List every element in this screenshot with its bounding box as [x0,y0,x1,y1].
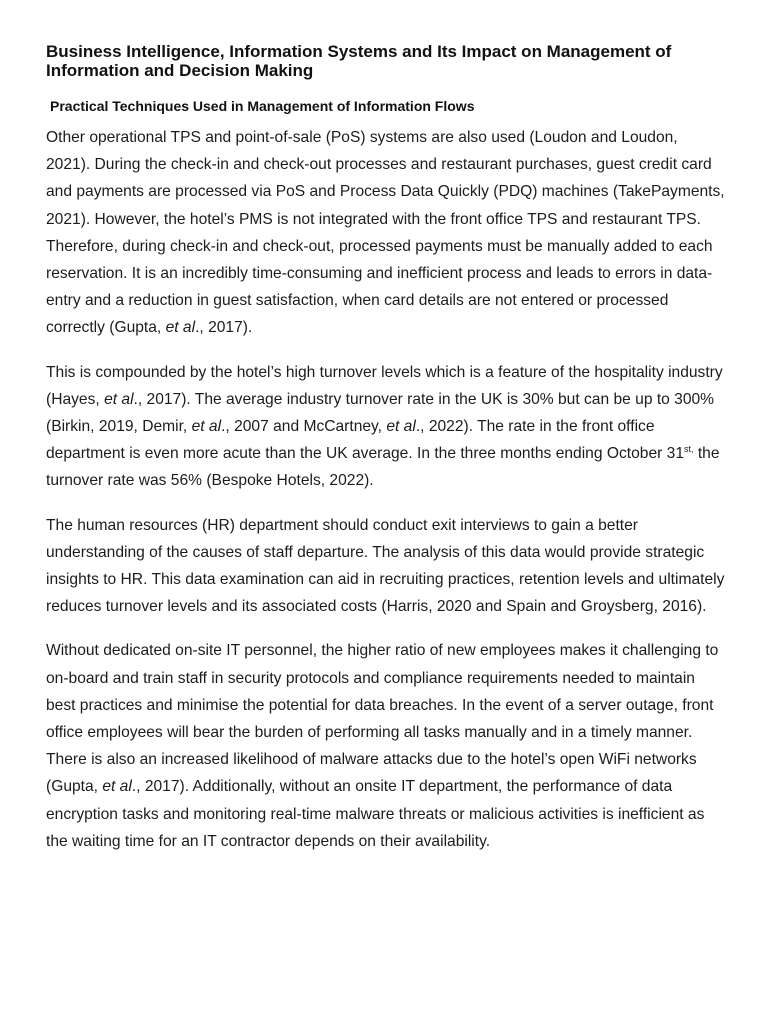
citation-et-al: et al [104,390,134,408]
citation-et-al: et al [386,418,416,436]
text-run: ., 2007 and McCartney, [221,418,387,436]
citation-et-al: et al [102,778,132,796]
text-run: ., 2017). [195,319,253,337]
text-run: Without dedicated on-site IT personnel, the higher ratio of new employees makes it challenging to on-board and train staff in security protocols and compliance requirements needed to maintain best practices and minimise the potential for data breaches. In the event of a server outage, front office employees will bear the burden of performing all tasks manually and in a timely manner. There is also an increased likelihood of malware attacks due to the hotel’s open WiFi networks (Gupta, [46,642,719,796]
text-run: Other operational TPS and point-of-sale (PoS) systems are also used (Loudon and Loudon, 2021). During the check-in and check-out processes and restaurant purchases, guest credit card and payments are processed via PoS and Process Data Quickly (PDQ) machines (TakePayments, 2021). However, the hotel’s PMS is not integrated with the front office TPS and restaurant TPS. Therefore, during check-in and check-out, processed payments must be manually added to each reservation. It is an incredibly time-consuming and inefficient process and leads to errors in data-entry and a reduction in guest satisfaction, when card details are not entered or processed correctly (Gupta, [46,129,725,337]
text-run: ., 2017). The average industry turnover rate in the UK is 30% but can be up to 300% (Birkin, 2019, Demir, [46,390,715,436]
text-run: the turnover rate was 56% (Bespoke Hotels, 2022). [46,445,720,490]
text-run: The human resources (HR) department should conduct exit interviews to gain a better understanding of the causes of staff departure. The analysis of this data would provide strategic insights to HR. This data examination can aid in recruiting practices, retention levels and ultimately reduces turnover levels and its associated costs (Harris, 2020 and Spain and Groysberg, 2016). [46,516,725,616]
ordinal-superscript: st, [684,444,694,455]
paragraph-it-personnel [46,637,726,855]
document-page [46,42,726,855]
citation-et-al: et al [191,418,222,436]
document-title: Business Intelligence, Information Systems and Its Impact on Management of Information and Decision Making [46,42,672,80]
paragraph-pos-systems [46,124,726,342]
text-run: ., 2022). The rate in the front office department is even more acute than the UK average. In the three months ending October 31 [46,418,684,463]
text-run: This is compounded by the hotel’s high turnover levels which is a feature of the hospitality industry (Hayes, [46,363,723,408]
section-heading: Practical Techniques Used in Management of Information Flows [50,98,475,114]
citation-et-al: et al [165,319,196,337]
text-run: ., 2017). Additionally, without an onsite IT department, the performance of data encryption tasks and monitoring real-time malware threats or malicious activities is inefficient as the waiting time for an IT contractor depends on their availability. [46,778,705,850]
paragraph-turnover [46,359,726,495]
paragraph-hr-exit-interviews [46,512,726,621]
